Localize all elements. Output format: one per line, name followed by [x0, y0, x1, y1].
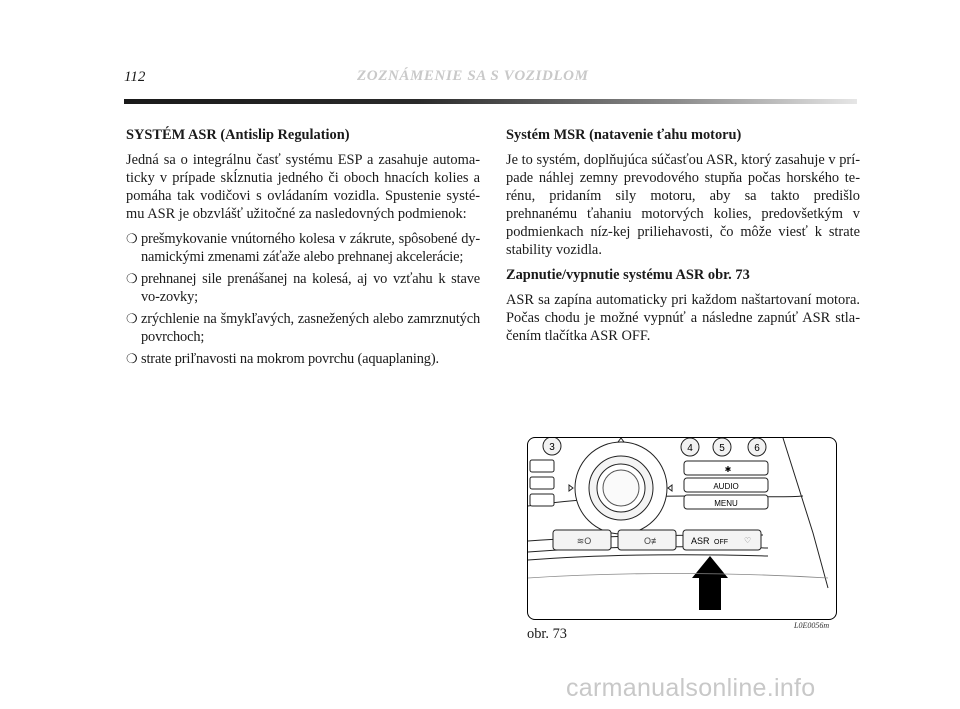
- figure-code: L0E0056m: [794, 621, 830, 630]
- bullet-icon: ❍: [126, 271, 138, 286]
- dashboard-drawing: [528, 438, 836, 619]
- preset-4-label: 4: [687, 443, 693, 454]
- svg-text:♡: ♡: [744, 536, 752, 545]
- bullet-icon: ❍: [126, 231, 138, 246]
- svg-text:✱: ✱: [724, 465, 732, 474]
- page-header: [0, 0, 960, 110]
- figure-caption: obr. 73: [527, 626, 567, 642]
- asr-paragraph: Jedná sa o integrálnu časť systému ESP a zasahuje automa-ticky v prípade skĺznutia jedného či oboch hnacích kolies a pomáha tak vodičovi s ovládaním vozidla. Spustenie systé-mu ASR je obzvlášť užitočné za nasledovných podmienok:: [126, 152, 480, 222]
- list-item-text: prehnanej sile prenášanej na kolesá, aj vo vzťahu k stave vo-zovky;: [141, 271, 480, 305]
- asr-heading: SYSTÉM ASR (Antislip Regulation): [126, 127, 350, 143]
- list-item: [126, 310, 480, 346]
- list-item: [126, 270, 480, 306]
- msr-paragraph: Je to systém, doplňujúca súčasťou ASR, ktorý zasahuje v prí-pade náhlej zemny prevodového stupňa počas horského te-rénu, pridaním sily motoru, aby sa takto predišlo prehnanému ťahaniu motorvých kolies, predovšetkým v podmienkach níz-kej priliehavosti, čo môže viesť k strate stability vozidla.: [506, 152, 860, 258]
- bullet-icon: ❍: [126, 351, 138, 366]
- list-item-text: prešmykovanie vnútorného kolesa v zákrute, spôsobené dy-namickými zmenami záťaže alebo prehnanej akcelerácie;: [141, 231, 480, 265]
- preset-5-label: 5: [719, 443, 725, 454]
- dashboard-illustration: [527, 437, 837, 620]
- page-number: 112: [124, 69, 146, 85]
- left-column: [126, 126, 480, 372]
- audio-button-label: AUDIO: [713, 482, 739, 491]
- asr-conditions-list: [126, 230, 480, 368]
- msr-heading: Systém MSR (natavenie ťahu motoru): [506, 127, 742, 143]
- preset-6-label: 6: [754, 443, 760, 454]
- asr-toggle-heading: Zapnutie/vypnutie systému ASR obr. 73: [506, 267, 750, 283]
- preset-3-label: 3: [549, 442, 555, 453]
- asr-button-label: ASR: [691, 536, 710, 546]
- right-column: [506, 126, 860, 352]
- header-rule: [124, 99, 857, 104]
- asr-toggle-paragraph: ASR sa zapína automaticky pri každom naštartovaní motora. Počas chodu je možné vypnúť a následne zapnúť ASR stla-čením tlačítka ASR OFF.: [506, 292, 860, 344]
- list-item-text: strate priľnavosti na mokrom povrchu (aquaplaning).: [141, 351, 439, 367]
- pointer-arrow-icon: [692, 556, 728, 610]
- list-item-text: zrýchlenie na šmykľavých, zasnežených alebo zamrznutých povrchoch;: [141, 311, 480, 345]
- svg-text:≋O: ≋O: [576, 536, 592, 546]
- svg-text:O≢: O≢: [643, 536, 661, 546]
- menu-button-label: MENU: [714, 499, 738, 508]
- list-item: [126, 230, 480, 266]
- asr-off-label: OFF: [714, 539, 728, 546]
- watermark: carmanualsonline.info: [566, 674, 816, 702]
- section-title: ZOZNÁMENIE SA S VOZIDLOM: [357, 68, 589, 84]
- list-item: [126, 350, 480, 368]
- bullet-icon: ❍: [126, 311, 138, 326]
